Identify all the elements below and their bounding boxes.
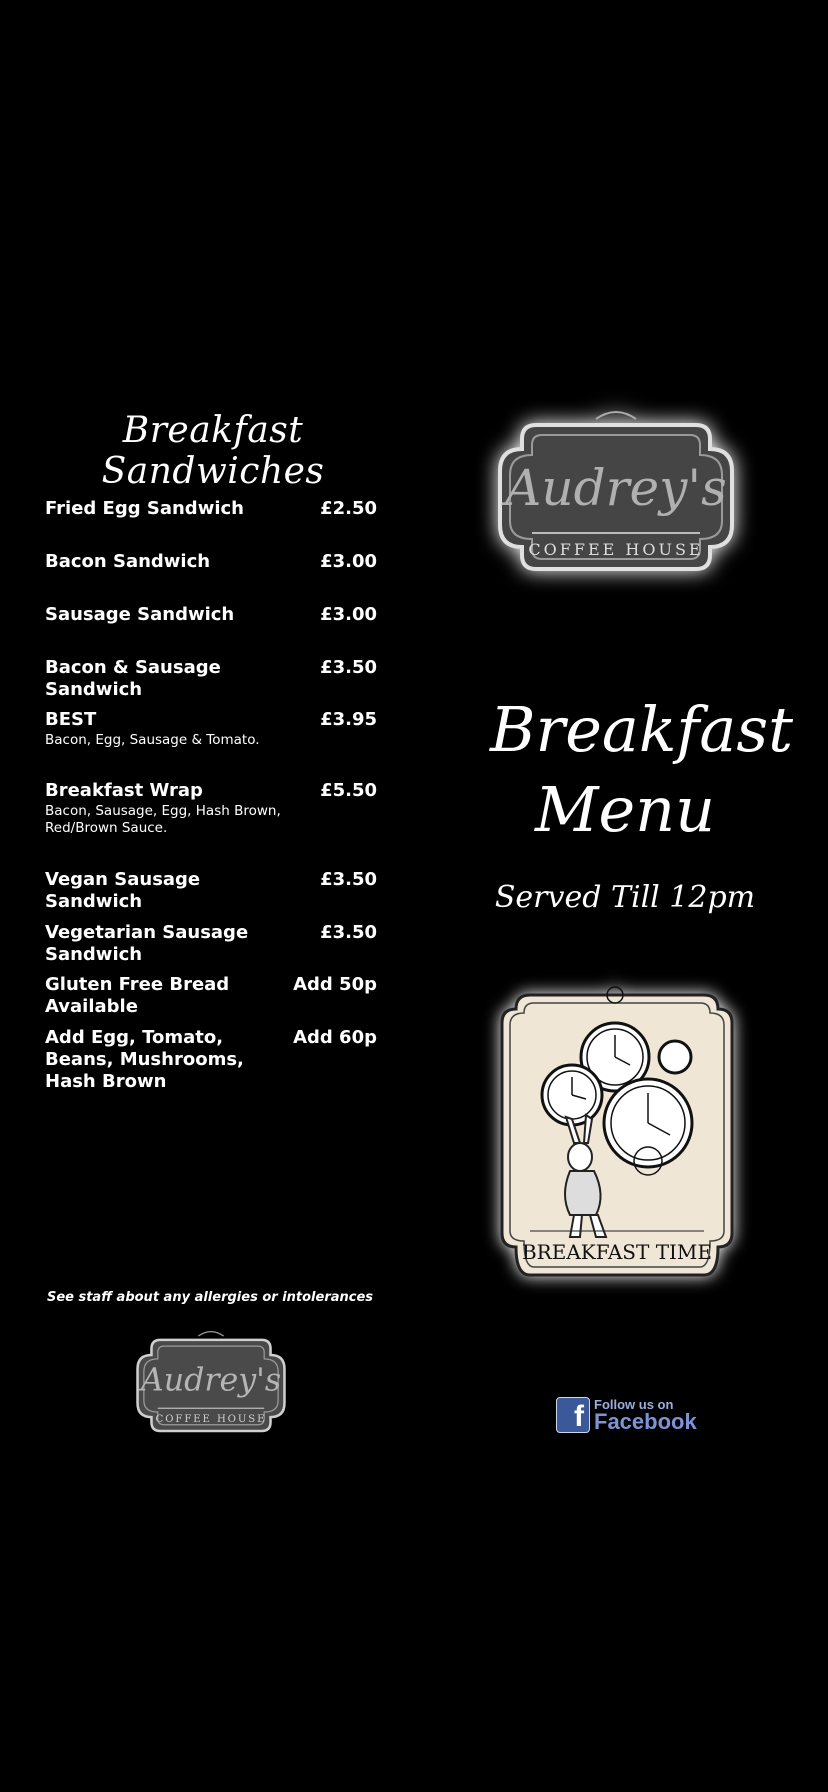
coffee-house-sign-icon (496, 405, 736, 575)
item-price: £3.50 (320, 922, 377, 943)
menu-item (45, 974, 377, 1027)
menu-title (490, 690, 794, 850)
logo-sub: COFFEE HOUSE (528, 540, 704, 559)
logo-script: Audrey's (505, 459, 727, 517)
item-price: £3.50 (320, 657, 377, 678)
item-name: Gluten Free Bread Available (45, 974, 230, 1017)
item-description: Bacon, Egg, Sausage & Tomato. (45, 732, 260, 748)
facebook-icon: f (556, 1397, 590, 1433)
served-time: Served Till 12pm (494, 880, 756, 915)
menu-item (45, 1027, 377, 1092)
item-price: £2.50 (320, 498, 377, 519)
white-rabbit-clocks-icon (500, 975, 734, 1281)
menu-item (45, 869, 377, 922)
menu-item (45, 780, 377, 869)
item-name: Sausage Sandwich (45, 604, 235, 625)
facebook-big-text: Facebook (594, 1408, 697, 1434)
item-price: £3.00 (320, 551, 377, 572)
section-title: Breakfast Sandwiches (101, 410, 325, 492)
menu-item (45, 709, 377, 780)
item-price: £5.50 (320, 780, 377, 801)
menu-item (45, 604, 377, 657)
clock-card-caption: BREAKFAST TIME (521, 1240, 713, 1264)
menu-item (45, 922, 377, 974)
item-name: Add Egg, Tomato, Beans, Mushrooms, Hash Brown (45, 1027, 244, 1092)
item-description: Bacon, Sausage, Egg, Hash Brown, Red/Brown Sauce. (45, 803, 281, 836)
item-price: £3.00 (320, 604, 377, 625)
menu-item (45, 498, 377, 551)
menu-title-line1: Breakfast (490, 693, 794, 766)
coffee-house-sign-icon (135, 1327, 287, 1435)
item-name: Fried Egg Sandwich (45, 498, 244, 519)
menu-item (45, 551, 377, 604)
menu-item (45, 657, 377, 709)
item-name: Bacon Sandwich (45, 551, 211, 572)
item-price: Add 60p (293, 1027, 377, 1048)
item-name: Vegetarian Sausage Sandwich (45, 922, 249, 965)
facebook-small-text: Follow us on (594, 1396, 674, 1412)
breakfast-time-card (500, 975, 734, 1285)
logo-script: Audrey's (140, 1362, 282, 1399)
allergy-note: See staff about any allergies or intolerances (46, 1290, 374, 1305)
menu-title-line2: Menu (534, 773, 716, 846)
logo-large (496, 405, 736, 579)
item-price: Add 50p (293, 974, 377, 995)
facebook-follow[interactable] (556, 1397, 697, 1433)
item-name: Breakfast Wrap (45, 780, 203, 801)
logo-sub: COFFEE HOUSE (155, 1414, 267, 1426)
item-price: £3.50 (320, 869, 377, 890)
item-name: Bacon & Sausage Sandwich (45, 657, 221, 700)
item-price: £3.95 (320, 709, 377, 730)
item-name: BEST (45, 709, 97, 730)
menu-list (45, 498, 377, 1092)
logo-small (135, 1327, 287, 1439)
item-name: Vegan Sausage Sandwich (45, 869, 201, 912)
